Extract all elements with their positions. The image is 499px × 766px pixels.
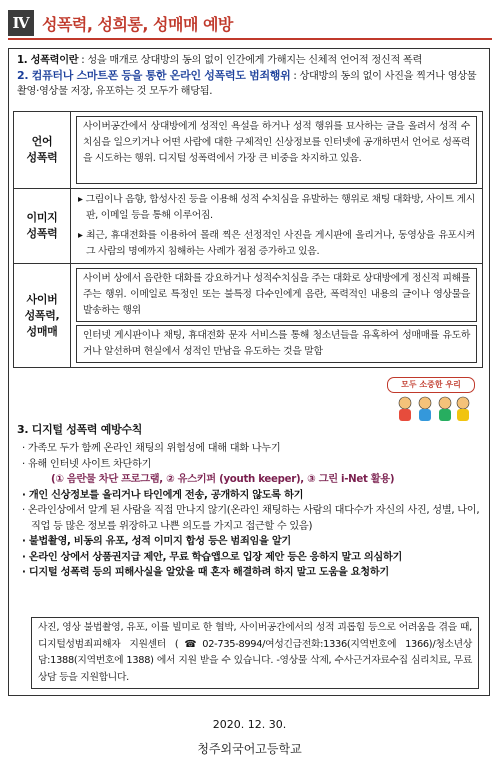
- list-item: · 개인 신상정보를 올리거나 타인에게 전송, 공개하지 않도록 하기: [22, 489, 304, 501]
- definition-2-label: 2. 컴퓨터나 스마트폰 등을 통한 온라인 성폭력도 범죄행위: [17, 69, 291, 82]
- header-underline: [8, 38, 492, 40]
- content-box-item: [76, 325, 477, 363]
- section-title: 성폭력, 성희롱, 성매매 예방: [42, 14, 233, 34]
- row-text: ▸ 최근, 휴대전화를 이용하여 몰래 찍은 선정적인 사진을 게시판에 올리거나, 동영상을 유포시켜 그 사람의 명예까지 침해하는 사례가 점점 증가하고 있음.: [78, 230, 475, 257]
- table-row: [14, 189, 483, 264]
- definition-2: [17, 68, 483, 99]
- row-label-text: 언어 성폭력: [26, 135, 58, 164]
- definition-section: [17, 53, 483, 99]
- school-name: 청주외국어고등학교: [197, 742, 302, 756]
- list-item: · 온라인상에서 알게 된 사람을 직접 만나지 않기(온라인 채팅하는 사람의 대다수가 자신의 사진, 성별, 나이, 직업 등 많은 정보를 위장하고 나쁜 의도를 가지고 접근할 수 있음): [22, 505, 480, 532]
- prevention-list: [17, 441, 483, 581]
- list-item: · 불법촬영, 비동의 유포, 성적 이미지 합성 등은 범죄임을 알기: [22, 536, 291, 547]
- table-row: [14, 112, 483, 189]
- row-label-text: 사이버 성폭력, 성매매: [24, 292, 60, 338]
- section-header: [8, 10, 492, 36]
- document-date: 2020. 12. 30.: [212, 718, 287, 731]
- list-item: · 디지털 성폭력 등의 피해사실을 알았을 때 혼자 해결하려 하지 말고 도움을 요청하기: [22, 567, 389, 578]
- content-box: [8, 48, 490, 696]
- table-row: [14, 264, 483, 368]
- row-content: [71, 189, 483, 264]
- row-label-text: 이미지 성폭력: [26, 211, 58, 240]
- violence-types-table: [13, 111, 483, 368]
- row-label: [14, 264, 71, 368]
- children-icon: [393, 395, 473, 423]
- row-text: 사이버 상에서 음란한 대화를 강요하거나 성적수치심을 주는 대화로 상대방에게 정신적 피해를 주는 행위. 이메일로 특정인 또는 불특정 다수인에게 음란, 폭력적인 내용의 글이나 영상물을 발송하는 행위: [83, 273, 470, 316]
- definition-1-text: : 성을 매개로 상대방의 동의 없이 인간에게 가해지는 신체적 언어적 정신적 폭력: [78, 55, 423, 66]
- row-text: 사이버공간에서 상대방에게 성적인 욕설을 하거나 성적 행위를 묘사하는 글을 올려서 성적 수치심을 일으키거나 어떤 사람에 대한 구체적인 신상정보를 인터넷에 공개하면서 언어로 성폭력을 시도하는 행위. 디지털 성폭력에서 가장 큰 비중을 차지하고 있음.: [83, 121, 470, 164]
- row-label: [14, 112, 71, 189]
- badge-text: 모두 소중한 우리: [387, 377, 475, 393]
- content-box-item: [76, 116, 477, 184]
- list-item: · 가족모 두가 함께 온라인 채팅의 위험성에 대해 대화 나누기: [22, 443, 281, 454]
- row-text: ▸ 그림이나 음향, 합성사진 등을 이용해 성적 수치심을 유발하는 행위로 채팅 대화방, 사이트 게시판, 이메일 등을 통해 이루어짐.: [78, 194, 475, 221]
- kids-illustration: [387, 377, 479, 425]
- list-item: · 온라인 상에서 상품권지급 제안, 무료 학습앱으로 입장 제안 등은 응하지 말고 의심하기: [22, 551, 403, 563]
- list-item: · 유해 인터넷 사이트 차단하기: [22, 458, 152, 470]
- row-content: [71, 112, 483, 189]
- section-number-badge: Ⅳ: [8, 10, 34, 36]
- definition-1: [17, 53, 483, 68]
- definition-2-text: : 상대방의 동의 없이 사진을 찍거나 영상물 촬영·영상물 저장, 유포하는 것 모두가 해당됨.: [17, 71, 477, 97]
- row-content: [71, 264, 483, 368]
- prevention-title: 3. 디지털 성폭력 예방수칙: [17, 423, 143, 436]
- row-label: [14, 189, 71, 264]
- row-text: 인터넷 게시판이나 채팅, 휴대전화 문자 서비스를 통해 청소년들을 유혹하여 성매매를 유도하거나 알선하며 현실에서 성적인 만남을 유도하는 것을 말함: [83, 330, 470, 357]
- list-item: (① 음란물 차단 프로그램, ② 유스키퍼 (youth keeper), ③ 그린 i-Net 활용): [51, 474, 395, 485]
- prevention-section: [17, 421, 483, 581]
- definition-1-label: 1. 성폭력이란: [17, 55, 79, 66]
- support-info-box: 사진, 영상 불법촬영, 유포, 이를 빌미로 한 협박, 사이버공간에서의 성적 괴롭힘 등으로 어려움을 겪을 때, 디지털성범죄피해자 지원센터 (☎02-735-8994/여성긴급전화:1336(지역번호에 1366)/청소년상담:1388(지역번호에 1388) 에서 지원 받을 수 있습니다. -영상물 삭제, 수사근거자료수집 심리치료, 무료 상담 등을 지원합니다.: [31, 617, 479, 689]
- content-box-item: [76, 268, 477, 322]
